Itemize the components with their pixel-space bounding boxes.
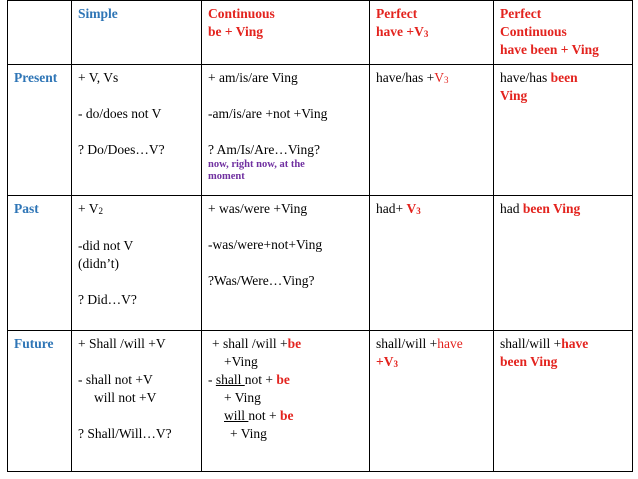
future-perfect-sub: 3	[393, 359, 398, 369]
future-pc-line1	[500, 335, 626, 353]
header-continuous-formula: be + Ving	[208, 24, 263, 39]
future-label: Future	[14, 336, 54, 351]
future-cont-neg-shall: shall	[215, 372, 245, 387]
future-cont-will-not: not +	[248, 408, 281, 423]
past-perfect-cell	[370, 196, 494, 331]
future-cont-will-line1	[208, 407, 363, 425]
past-simple-aff-sub: 2	[98, 206, 103, 216]
future-pc-been-ving: been Ving	[500, 354, 558, 369]
corner-cell	[8, 1, 72, 65]
row-label-present	[8, 65, 72, 196]
past-pc-line1	[500, 200, 626, 218]
present-continuous-question: ? Am/Is/Are…Ving?	[208, 142, 321, 157]
future-simple-cell	[72, 331, 202, 472]
header-perfect-formula	[376, 23, 487, 42]
future-cont-neg-dash: -	[208, 372, 216, 387]
future-cont-aff-prefix: + shall /will +	[212, 336, 288, 351]
future-cont-will-be: be	[280, 408, 294, 423]
present-simple-negative: - do/does not V	[78, 106, 162, 121]
past-label: Past	[14, 201, 39, 216]
present-label: Present	[14, 70, 58, 85]
tenses-table	[7, 0, 633, 472]
future-row	[8, 331, 633, 472]
past-perfect-continuous-cell	[494, 196, 633, 331]
header-continuous-title: Continuous	[208, 6, 275, 21]
present-pc-prefix: have/has	[500, 70, 551, 85]
header-pc-formula: have been + Ving	[500, 42, 599, 57]
future-cont-will: will	[224, 408, 249, 423]
header-perfect-formula-sub: 3	[423, 29, 429, 39]
present-perfect-v: V	[434, 70, 444, 85]
future-cont-aff-be: be	[287, 336, 302, 351]
future-continuous-cell	[202, 331, 370, 472]
past-row	[8, 196, 633, 331]
past-simple-aff-text: + V	[78, 201, 99, 216]
future-perfect-continuous-cell	[494, 331, 633, 472]
future-simple-negative-2: will not +V	[94, 390, 157, 405]
present-simple-question: ? Do/Does…V?	[78, 142, 165, 157]
future-perfect-cell	[370, 331, 494, 472]
header-simple	[72, 1, 202, 65]
present-row	[8, 65, 633, 196]
future-perfect-prefix: shall/will +	[376, 336, 438, 351]
present-perfect-continuous-cell	[494, 65, 633, 196]
header-perfect	[370, 1, 494, 65]
present-simple-cell	[72, 65, 202, 196]
header-continuous	[202, 1, 370, 65]
future-cont-neg-line2: + Ving	[224, 390, 261, 405]
past-simple-cell	[72, 196, 202, 331]
future-perfect-line1	[376, 335, 487, 353]
future-cont-neg-line1	[208, 371, 363, 389]
future-pc-prefix: shall/will +	[500, 336, 562, 351]
future-perfect-line2	[376, 353, 487, 372]
header-pc-line1: Perfect	[500, 6, 542, 21]
present-perfect-sub: 3	[443, 75, 449, 85]
present-pc-ving: Ving	[500, 88, 528, 103]
present-continuous-negative: -am/is/are +not +Ving	[208, 106, 328, 121]
future-cont-aff-line1	[208, 335, 363, 353]
past-simple-question: ? Did…V?	[78, 292, 137, 307]
header-row	[8, 1, 633, 65]
present-continuous-cell	[202, 65, 370, 196]
header-pc-line2: Continuous	[500, 24, 567, 39]
present-pc-been: been	[550, 70, 578, 85]
row-label-future	[8, 331, 72, 472]
past-perfect-prefix: had+	[376, 201, 407, 216]
past-perfect-v: V	[406, 201, 417, 216]
future-cont-neg-not: not +	[244, 372, 277, 387]
past-continuous-question: ?Was/Were…Ving?	[208, 273, 315, 288]
past-continuous-negative: -was/were+not+Ving	[208, 237, 323, 252]
header-perfect-title: Perfect	[376, 6, 418, 21]
future-cont-aff-line2: +Ving	[224, 354, 258, 369]
past-perfect-formula	[376, 200, 487, 219]
present-perfect-cell	[370, 65, 494, 196]
present-simple-affirmative: + V, Vs	[78, 70, 119, 85]
row-label-past	[8, 196, 72, 331]
present-perfect-formula	[376, 69, 487, 88]
header-perfect-continuous	[494, 1, 633, 65]
past-pc-prefix: had	[500, 201, 523, 216]
present-signal-words-1: now, right now, at the	[208, 159, 305, 170]
present-signal-words-2: moment	[208, 171, 245, 182]
past-continuous-affirmative: + was/were +Ving	[208, 201, 308, 216]
header-simple-title: Simple	[78, 6, 118, 21]
past-pc-been-ving: been Ving	[522, 201, 581, 216]
future-simple-affirmative: + Shall /will +V	[78, 336, 166, 351]
future-perfect-v: +V	[376, 354, 394, 369]
future-cont-neg-be: be	[276, 372, 290, 387]
future-cont-will-line2: + Ving	[230, 426, 267, 441]
future-simple-negative-1: - shall not +V	[78, 372, 153, 387]
present-continuous-affirmative: + am/is/are Ving	[208, 70, 298, 85]
past-simple-negative-1: -did not V	[78, 238, 134, 253]
past-simple-negative-2: (didn’t)	[78, 256, 119, 271]
present-pc-line1	[500, 69, 626, 87]
present-perfect-prefix: have/has +	[376, 70, 435, 85]
future-simple-question: ? Shall/Will…V?	[78, 426, 172, 441]
past-simple-affirmative	[78, 200, 195, 219]
header-perfect-formula-text: have +V	[376, 24, 424, 39]
past-continuous-cell	[202, 196, 370, 331]
past-perfect-sub: 3	[416, 206, 421, 216]
future-perfect-have: have	[437, 336, 463, 351]
future-pc-have: have	[561, 336, 589, 351]
